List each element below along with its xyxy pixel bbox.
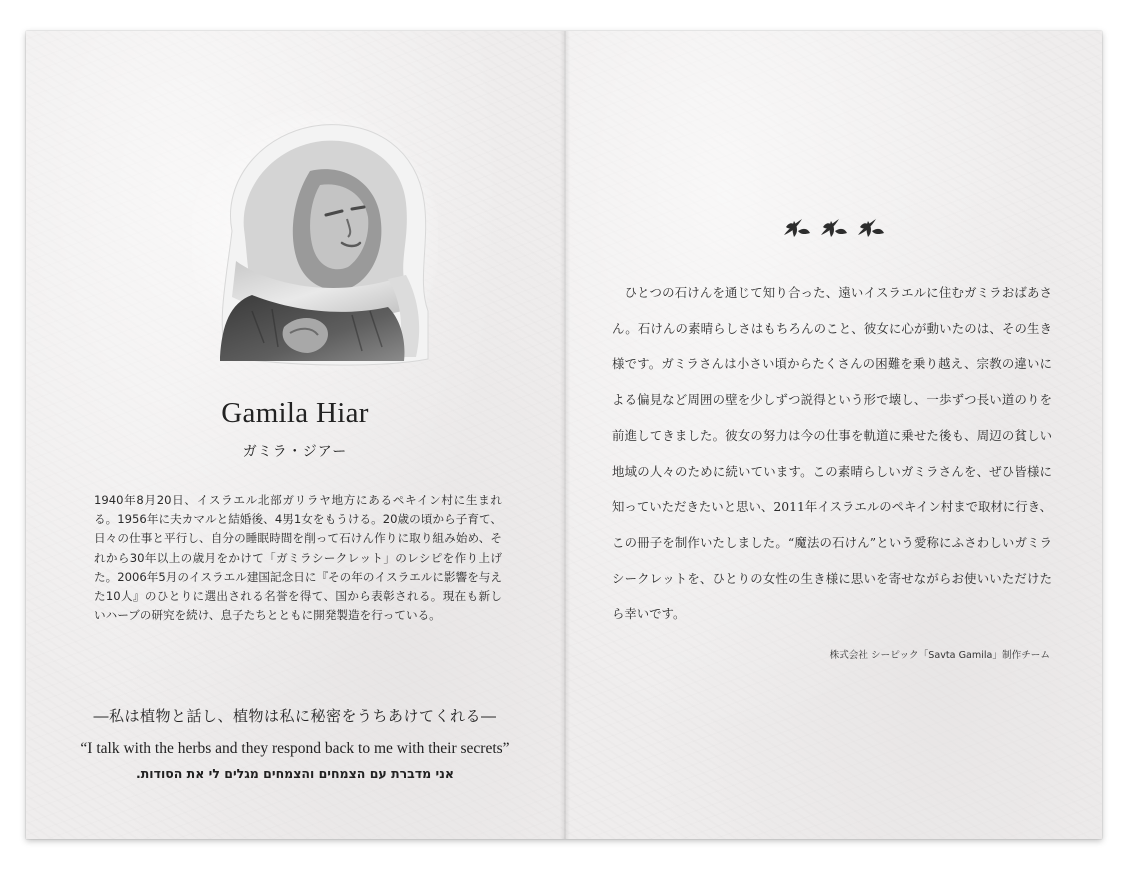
name-english: Gamila Hiar xyxy=(221,397,369,429)
name-japanese: ガミラ・ジアー xyxy=(242,444,348,460)
quote-japanese: ―私は植物と話し、植物は私に秘密をうちあけてくれる― xyxy=(93,707,497,725)
herb-ornament-icon xyxy=(778,215,888,243)
portrait-image xyxy=(192,111,438,371)
booklet-spread xyxy=(26,31,1102,839)
left-page xyxy=(26,31,564,839)
message-text xyxy=(612,275,1052,632)
quote-hebrew: אני מדברת עם הצמחים והצמחים מגלים לי את הסודות. xyxy=(136,766,454,781)
message-paragraph: ひとつの石けんを通じて知り合った、遠いイスラエルに住むガミラおばあさん。石けんの素晴らしさはもちろんのこと、彼女に心が動いたのは、その生き様です。ガミラさんは小さい頃からたくさんの困難を乗り越え、宗教の違いによる偏見など周囲の壁を少しずつ説得という形で壊し、一歩ずつ長い道のりを前進してきました。彼女の努力は今の仕事を軌道に乗せた後も、周辺の貧しい地域の人々のために続いています。この素晴らしいガミラさんを、ぜひ皆様に知っていただきたいと思い、2011年イスラエルのペキイン村まで取材に行き、この冊子を制作いたしました。“魔法の石けん”という愛称にふさわしいガミラシークレットを、ひとりの女性の生き様に思いを寄せながらお使いいただけたら幸いです。 xyxy=(612,285,1052,622)
credit-line: 株式会社 シーピック「Savta Gamila」制作チーム xyxy=(829,650,1050,661)
quote-english: “I talk with the herbs and they respond back to me with their secrets” xyxy=(80,740,510,757)
book-spine xyxy=(560,31,570,839)
right-page xyxy=(564,31,1102,839)
biography-text: 1940年8月20日、イスラエル北部ガリラヤ地方にあるペキイン村に生まれる。1956年に夫カマルと結婚後、4男1女をもうける。20歳の頃から子育て、日々の仕事と平行し、自分の睡眠時間を削って石けん作りに取り組み始め、それから30年以上の歳月をかけて「ガミラシークレット」のレシピを作り上げた。2006年5月のイスラエル建国記念日に『その年のイスラエルに影響を与えた10人』のひとりに選出される名誉を得て、国から表彰される。現在も新しいハーブの研究を続け、息子たちとともに開発製造を行っている。 xyxy=(94,493,502,623)
